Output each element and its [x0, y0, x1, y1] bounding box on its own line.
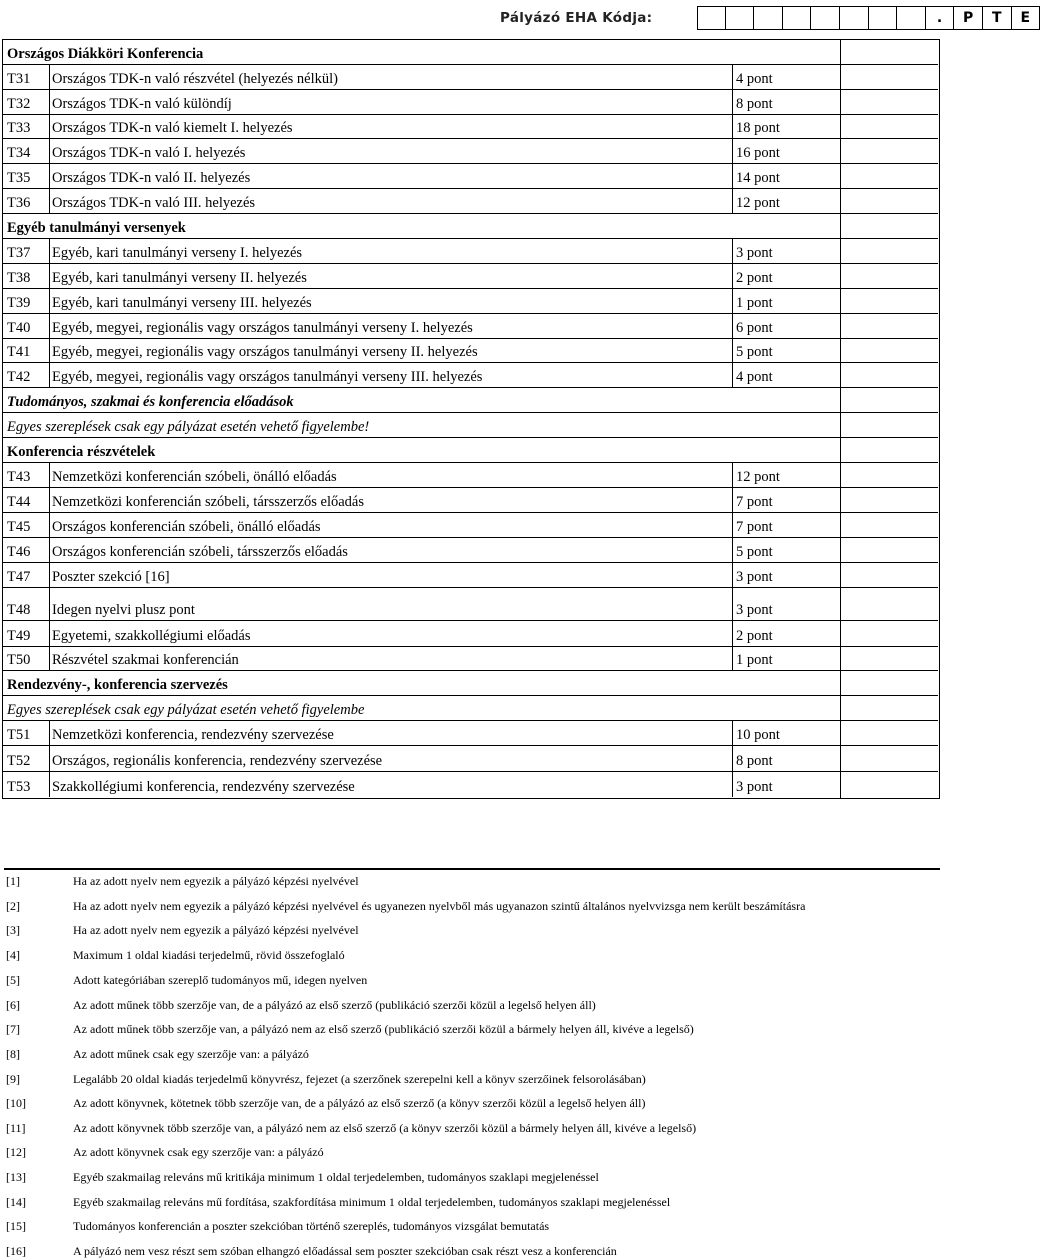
section-heading — [3, 214, 938, 239]
cell-divider — [49, 588, 50, 621]
row-code: T43 — [7, 469, 31, 485]
cell-divider — [49, 488, 50, 513]
row-description: Országos TDK-n való kiemelt I. helyezés — [52, 120, 293, 136]
row-points: 3 pont — [736, 602, 773, 618]
row-code: T50 — [7, 652, 31, 668]
cell-divider — [49, 647, 50, 671]
footnote-number: [2] — [6, 899, 20, 913]
cell-divider — [732, 588, 733, 621]
cell-divider — [732, 65, 733, 90]
cell-divider — [49, 721, 50, 746]
row-code: T44 — [7, 494, 31, 510]
row-code: T32 — [7, 96, 31, 112]
cell-divider — [732, 647, 733, 671]
footnote — [6, 1047, 309, 1062]
footnote — [6, 1195, 670, 1210]
row-description: Poszter szekció [16] — [52, 569, 170, 585]
footnote — [6, 1022, 694, 1037]
score-row — [3, 164, 938, 189]
cell-divider — [732, 139, 733, 164]
row-description: Nemzetközi konferencia, rendezvény szervezése — [52, 727, 334, 743]
row-points: 5 pont — [736, 344, 773, 360]
eha-code-box[interactable]: . — [926, 6, 955, 30]
row-description: Egyéb, kari tanulmányi verseny I. helyezés — [52, 245, 303, 261]
cell-divider — [732, 314, 733, 339]
row-description: Országos TDK-n való I. helyezés — [52, 145, 246, 161]
cell-divider — [732, 289, 733, 314]
footnote-number: [6] — [6, 998, 20, 1012]
cell-divider — [49, 513, 50, 538]
row-description: Nemzetközi konferencián szóbeli, önálló előadás — [52, 469, 337, 485]
footnote — [6, 1219, 549, 1234]
cell-divider — [49, 746, 50, 772]
row-description: Egyéb, megyei, regionális vagy országos tanulmányi verseny I. helyezés — [52, 320, 473, 336]
footnote-number: [5] — [6, 973, 20, 987]
cell-divider — [49, 772, 50, 797]
row-points: 2 pont — [736, 628, 773, 644]
section-heading-text: Országos Diákköri Konferencia — [7, 46, 204, 62]
score-row — [3, 463, 938, 488]
row-code: T31 — [7, 71, 31, 87]
score-row — [3, 488, 938, 513]
row-code: T48 — [7, 602, 31, 618]
section-heading — [3, 388, 938, 413]
row-points: 18 pont — [736, 120, 780, 136]
row-points: 12 pont — [736, 195, 780, 211]
footnote-text: Ha az adott nyelv nem egyezik a pályázó képzési nyelvével — [73, 923, 359, 937]
score-row — [3, 563, 938, 588]
row-points: 4 pont — [736, 369, 773, 385]
footnote-number: [4] — [6, 948, 20, 962]
cell-divider — [732, 164, 733, 189]
cell-divider — [732, 90, 733, 115]
footnote-text: Az adott könyvnek több szerzője van, a pályázó nem az első szerző (a könyv szerzői közül a bármely helyen áll, kivéve a legelső) — [73, 1121, 697, 1135]
footnote-text: Egyéb szakmailag releváns mű kritikája minimum 1 oldal terjedelemben, tudományos szaklapi megjelenéssel — [73, 1170, 599, 1184]
row-points: 1 pont — [736, 652, 773, 668]
footnote — [6, 899, 805, 914]
cell-divider — [732, 264, 733, 289]
cell-divider — [732, 189, 733, 214]
footnote — [6, 1072, 646, 1087]
footnote — [6, 1145, 324, 1160]
footnote-text: Az adott műnek csak egy szerzője van: a pályázó — [73, 1047, 309, 1061]
eha-code-box[interactable] — [897, 6, 926, 30]
cell-divider — [49, 115, 50, 139]
row-description: Egyéb, megyei, regionális vagy országos tanulmányi verseny II. helyezés — [52, 344, 478, 360]
score-row — [3, 363, 938, 388]
cell-divider — [49, 264, 50, 289]
row-description: Országos TDK-n való III. helyezés — [52, 195, 256, 211]
row-description: Idegen nyelvi plusz pont — [52, 602, 195, 618]
cell-divider — [49, 164, 50, 189]
footnote — [6, 1121, 696, 1136]
cell-divider — [732, 363, 733, 388]
row-code: T34 — [7, 145, 31, 161]
score-row — [3, 339, 938, 363]
footnote — [6, 1170, 599, 1185]
eha-code-box[interactable]: E — [1012, 6, 1040, 30]
footnote-number: [11] — [6, 1121, 26, 1135]
score-row — [3, 65, 938, 90]
footnote — [6, 973, 367, 988]
footnote-text: Adott kategóriában szereplő tudományos mű, idegen nyelven — [73, 973, 368, 987]
row-description: Országos TDK-n való II. helyezés — [52, 170, 251, 186]
footnote — [6, 998, 596, 1013]
cell-divider — [732, 772, 733, 797]
score-table — [2, 39, 940, 799]
row-code: T45 — [7, 519, 31, 535]
footnote-number: [15] — [6, 1219, 26, 1233]
cell-divider — [49, 339, 50, 363]
eha-code-label: Pályázó EHA Kódja: — [500, 10, 653, 26]
section-note-text: Egyes szereplések csak egy pályázat esetén vehető figyelembe! — [7, 419, 370, 435]
row-points: 14 pont — [736, 170, 780, 186]
footnote-number: [7] — [6, 1022, 20, 1036]
score-entry-column — [840, 39, 940, 799]
footnote-number: [1] — [6, 874, 20, 888]
score-row — [3, 90, 938, 115]
cell-divider — [732, 115, 733, 139]
score-row — [3, 239, 938, 264]
score-row — [3, 647, 938, 671]
cell-divider — [732, 513, 733, 538]
row-points: 12 pont — [736, 469, 780, 485]
row-description: Országos TDK-n való részvétel (helyezés nélkül) — [52, 71, 338, 87]
row-description: Nemzetközi konferencián szóbeli, társszerzős előadás — [52, 494, 365, 510]
footnote-text: Ha az adott nyelv nem egyezik a pályázó képzési nyelvével — [73, 874, 359, 888]
eha-code-box[interactable] — [754, 6, 783, 30]
score-row — [3, 588, 938, 621]
row-description: Országos konferencián szóbeli, társszerzős előadás — [52, 544, 348, 560]
row-code: T42 — [7, 369, 31, 385]
row-points: 3 pont — [736, 569, 773, 585]
footnote — [6, 1096, 645, 1111]
row-code: T52 — [7, 753, 31, 769]
footnote-text: Az adott könyvnek, kötetnek több szerzője van, de a pályázó az első szerző (a könyv szerzői közül a legelső helyen áll) — [73, 1096, 646, 1110]
footnote-text: Tudományos konferencián a poszter szekcióban történő szereplés, tudományos vizsgálat bemutatás — [73, 1219, 550, 1233]
row-description: Országos TDK-n való különdíj — [52, 96, 232, 112]
score-row — [3, 513, 938, 538]
row-code: T33 — [7, 120, 31, 136]
score-row — [3, 115, 938, 139]
row-code: T39 — [7, 295, 31, 311]
row-code: T41 — [7, 344, 31, 360]
footnote-text: Ha az adott nyelv nem egyezik a pályázó képzési nyelvével és ugyanezen nyelvből más ugyanazon szintű általános nyelvvizsga nem került beszámításra — [73, 899, 806, 913]
cell-divider — [49, 189, 50, 214]
cell-divider — [732, 538, 733, 563]
score-row — [3, 189, 938, 214]
row-points: 2 pont — [736, 270, 773, 286]
row-description: Országos konferencián szóbeli, önálló előadás — [52, 519, 321, 535]
section-heading-text: Konferencia részvételek — [7, 444, 156, 460]
footnote-number: [10] — [6, 1096, 26, 1110]
score-row — [3, 139, 938, 164]
row-description: Egyéb, kari tanulmányi verseny III. helyezés — [52, 295, 312, 311]
score-row — [3, 538, 938, 563]
footnote-number: [8] — [6, 1047, 20, 1061]
row-points: 1 pont — [736, 295, 773, 311]
cell-divider — [732, 563, 733, 588]
row-points: 4 pont — [736, 71, 773, 87]
footnote-text: Az adott könyvnek csak egy szerzője van: a pályázó — [73, 1145, 324, 1159]
eha-code-box[interactable] — [726, 6, 755, 30]
footnote-number: [16] — [6, 1244, 26, 1258]
row-code: T37 — [7, 245, 31, 261]
footnote-text: A pályázó nem vesz részt sem szóban elhangzó előadással sem poszter szekcióban csak részt vesz a konferencián — [73, 1244, 617, 1258]
row-points: 16 pont — [736, 145, 780, 161]
cell-divider — [732, 488, 733, 513]
section-heading-text: Egyéb tanulmányi versenyek — [7, 220, 186, 236]
row-points: 7 pont — [736, 519, 773, 535]
row-code: T36 — [7, 195, 31, 211]
section-heading-text: Tudományos, szakmai és konferencia előadások — [7, 394, 294, 410]
row-points: 5 pont — [736, 544, 773, 560]
eha-code-box[interactable] — [697, 6, 726, 30]
footnote-text: Legalább 20 oldal kiadás terjedelmű könyvrész, fejezet (a szerzőnek szerepelni kell a könyv szerzőinek felsorolásában) — [73, 1072, 646, 1086]
cell-divider — [732, 239, 733, 264]
score-row — [3, 772, 938, 797]
score-row — [3, 621, 938, 647]
cell-divider — [732, 463, 733, 488]
cell-divider — [732, 621, 733, 647]
cell-divider — [49, 289, 50, 314]
section-heading — [3, 40, 938, 65]
section-note — [3, 696, 938, 721]
row-points: 8 pont — [736, 753, 773, 769]
row-description: Egyetemi, szakkollégiumi előadás — [52, 628, 251, 644]
eha-code-box[interactable] — [811, 6, 840, 30]
cell-divider — [49, 538, 50, 563]
section-note — [3, 413, 938, 438]
cell-divider — [732, 339, 733, 363]
footnote — [6, 1244, 617, 1259]
cell-divider — [49, 563, 50, 588]
footnote — [6, 923, 359, 938]
cell-divider — [49, 239, 50, 264]
section-note-text: Egyes szereplések csak egy pályázat esetén vehető figyelembe — [7, 702, 365, 718]
eha-code-box[interactable]: T — [983, 6, 1012, 30]
row-code: T49 — [7, 628, 31, 644]
score-row — [3, 314, 938, 339]
score-row — [3, 746, 938, 772]
row-description: Egyéb, kari tanulmányi verseny II. helyezés — [52, 270, 307, 286]
score-row — [3, 289, 938, 314]
section-heading — [3, 438, 938, 463]
row-points: 3 pont — [736, 779, 773, 795]
footnote-text: Az adott műnek több szerzője van, a pályázó nem az első szerző (publikáció szerzői közül a bármely helyen áll, kivéve a legelső) — [73, 1022, 694, 1036]
footnote-number: [13] — [6, 1170, 26, 1184]
footnote — [6, 874, 359, 889]
section-heading-text: Rendezvény-, konferencia szervezés — [7, 677, 228, 693]
row-points: 6 pont — [736, 320, 773, 336]
cell-divider — [49, 363, 50, 388]
cell-divider — [49, 65, 50, 90]
row-code: T53 — [7, 779, 31, 795]
row-points: 8 pont — [736, 96, 773, 112]
score-row — [3, 264, 938, 289]
row-code: T35 — [7, 170, 31, 186]
cell-divider — [732, 721, 733, 746]
footnote-number: [12] — [6, 1145, 26, 1159]
footnote-number: [14] — [6, 1195, 26, 1209]
row-description: Részvétel szakmai konferencián — [52, 652, 239, 668]
eha-code-box[interactable]: P — [954, 6, 983, 30]
row-description: Országos, regionális konferencia, rendezvény szervezése — [52, 753, 383, 769]
eha-code-box[interactable] — [840, 6, 869, 30]
cell-divider — [49, 139, 50, 164]
eha-code-box[interactable] — [869, 6, 898, 30]
row-code: T38 — [7, 270, 31, 286]
row-code: T40 — [7, 320, 31, 336]
cell-divider — [49, 463, 50, 488]
footnote-number: [9] — [6, 1072, 20, 1086]
footnote — [6, 948, 345, 963]
row-code: T47 — [7, 569, 31, 585]
footnote-text: Egyéb szakmailag releváns mű fordítása, szakfordítása minimum 1 oldal terjedelemben, tudományos szaklapi megjelenéssel — [73, 1195, 671, 1209]
footnote-text: Az adott műnek több szerzője van, de a pályázó az első szerző (publikáció szerzői közül a legelső helyen áll) — [73, 998, 596, 1012]
row-points: 10 pont — [736, 727, 780, 743]
eha-code-box[interactable] — [783, 6, 812, 30]
row-points: 3 pont — [736, 245, 773, 261]
row-description: Egyéb, megyei, regionális vagy országos tanulmányi verseny III. helyezés — [52, 369, 483, 385]
cell-divider — [732, 746, 733, 772]
cell-divider — [49, 314, 50, 339]
row-description: Szakkollégiumi konferencia, rendezvény szervezése — [52, 779, 355, 795]
cell-divider — [49, 621, 50, 647]
score-row — [3, 721, 938, 746]
section-heading — [3, 671, 938, 696]
eha-code-boxes — [697, 6, 1040, 30]
cell-divider — [49, 90, 50, 115]
footnote-number: [3] — [6, 923, 20, 937]
row-points: 7 pont — [736, 494, 773, 510]
footnote-text: Maximum 1 oldal kiadási terjedelmű, rövid összefoglaló — [73, 948, 345, 962]
row-code: T46 — [7, 544, 31, 560]
footnote-divider — [4, 868, 940, 870]
row-code: T51 — [7, 727, 31, 743]
